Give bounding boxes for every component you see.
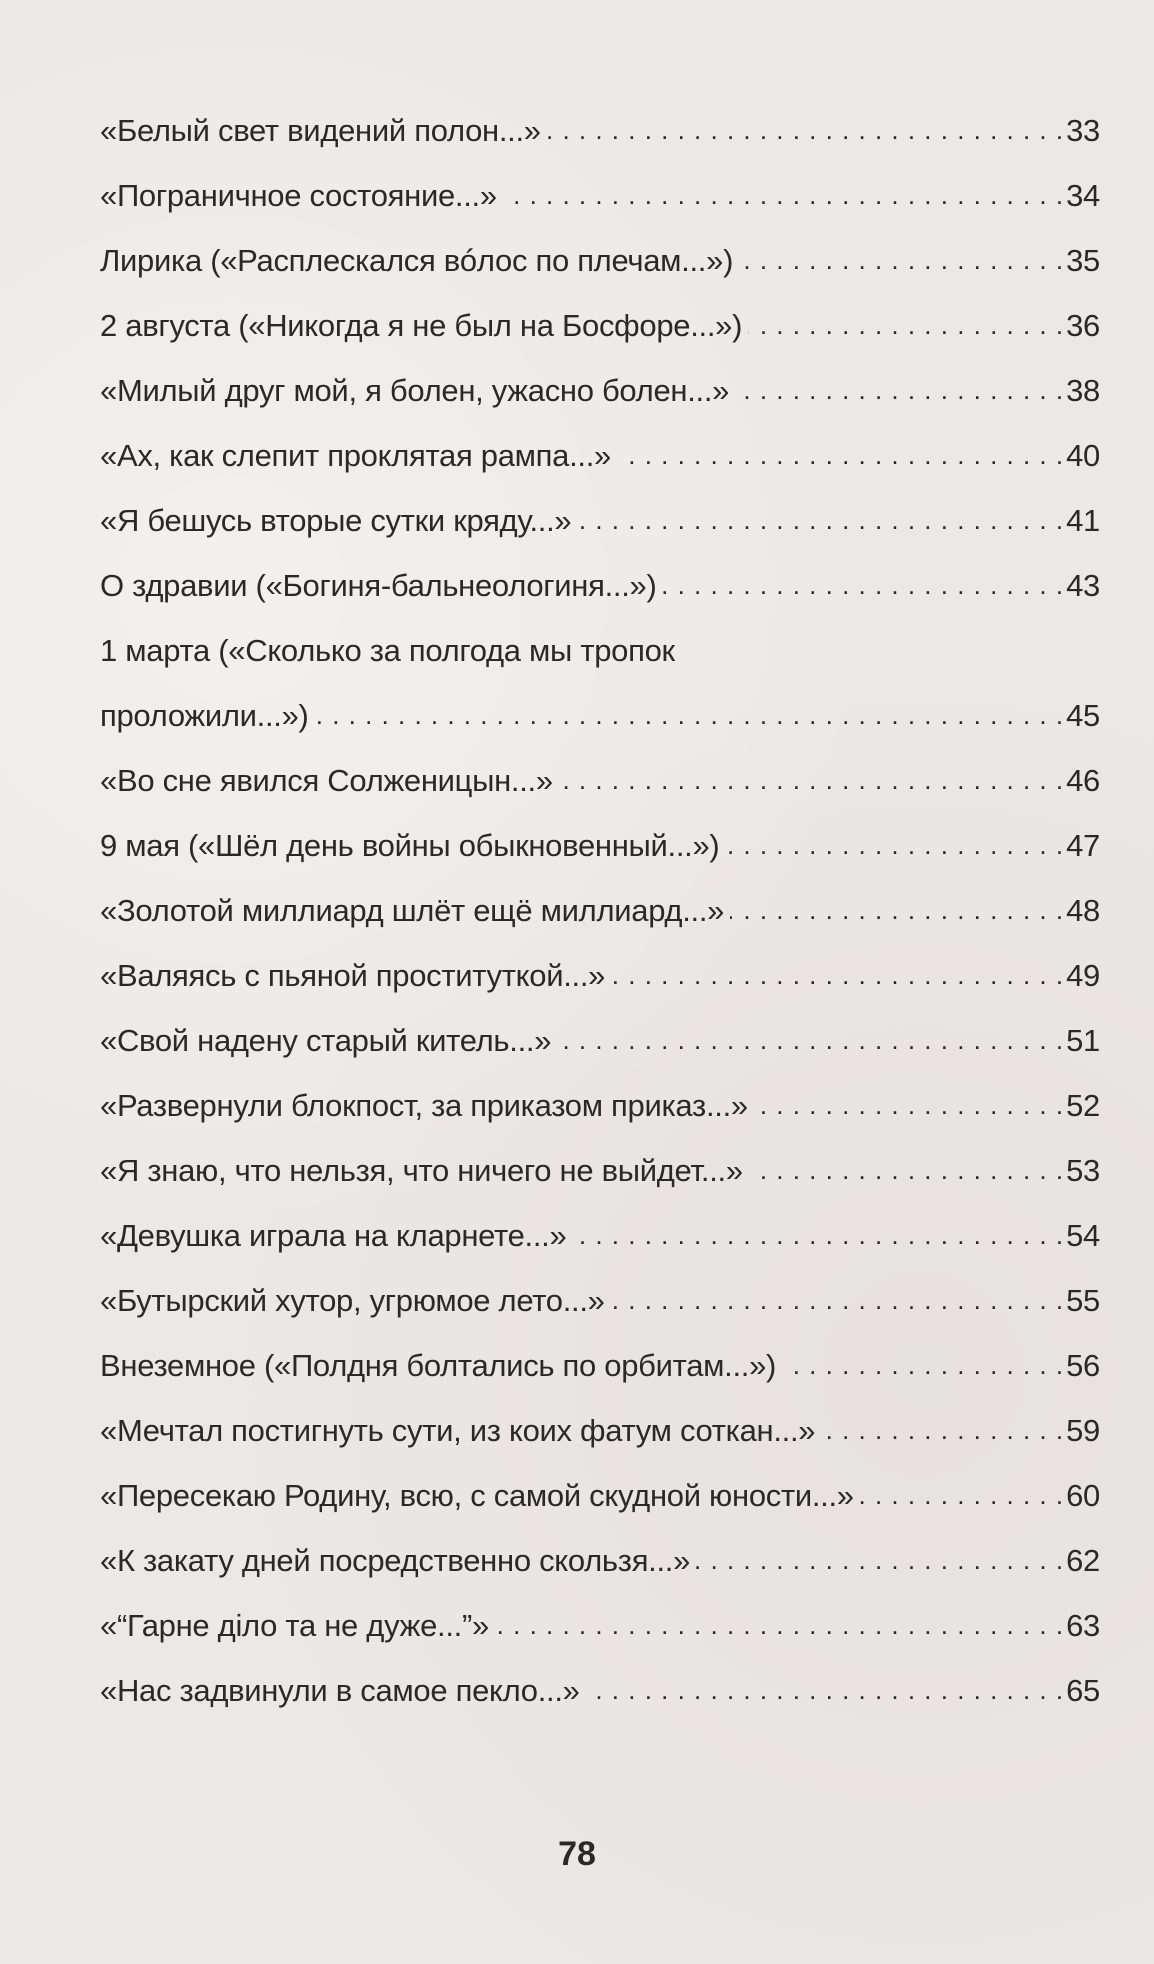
- toc-entry-title: «К закату дней посредственно скользя...»: [100, 1543, 691, 1578]
- toc-entry-page: 46: [1066, 763, 1100, 798]
- toc-entry-title: «Во сне явился Солженицын...»: [100, 763, 553, 798]
- toc-entry: [100, 943, 1100, 1008]
- toc-entry-first-line: [100, 618, 1100, 683]
- toc-entry-page: 49: [1066, 958, 1100, 993]
- toc-entry-title: «Бутырский хутор, угрюмое лето...»: [100, 1283, 605, 1318]
- toc-entry-page: 51: [1066, 1023, 1100, 1058]
- toc-entry-page: 56: [1066, 1348, 1100, 1383]
- toc-entry-title: «Пограничное состояние...»: [100, 178, 497, 213]
- toc-entry-page: 38: [1066, 373, 1100, 408]
- toc-entry: [100, 1268, 1100, 1333]
- toc-entry-page: 62: [1066, 1543, 1100, 1578]
- toc-entry: [100, 813, 1100, 878]
- toc-entry-title-line1: 1 марта («Сколько за полгода мы тропок: [100, 633, 675, 668]
- dot-leader: [696, 1528, 1064, 1593]
- toc-entry: [100, 1658, 1100, 1723]
- dot-leader: [754, 1073, 1064, 1138]
- toc-entry: [100, 748, 1100, 813]
- toc-entry: [100, 423, 1100, 488]
- toc-entry-title: «Ах, как слепит проклятая рампа...»: [100, 438, 611, 473]
- toc-entry-page: 55: [1066, 1283, 1100, 1318]
- toc-entry-title: «“Гарне діло та не дуже...”»: [100, 1608, 489, 1643]
- toc-entry: [100, 1398, 1100, 1463]
- toc-entry-page: 43: [1066, 568, 1100, 603]
- toc-entry-title: «Я бешусь вторые сутки кряду...»: [100, 503, 572, 538]
- toc-entry-second-line: [100, 683, 1100, 748]
- toc-entry: [100, 618, 1100, 748]
- toc-entry: [100, 1203, 1100, 1268]
- toc-entry-title: «Девушка играла на кларнете...»: [100, 1218, 567, 1253]
- toc-entry: [100, 488, 1100, 553]
- toc-entry: [100, 553, 1100, 618]
- toc-entry: [100, 1593, 1100, 1658]
- toc-entry-title: проложили...»): [100, 698, 309, 733]
- toc-entry-page: 59: [1066, 1413, 1100, 1448]
- dot-leader: [586, 1658, 1065, 1723]
- toc-entry-page: 36: [1066, 308, 1100, 343]
- dot-leader: [730, 878, 1064, 943]
- toc-entry-title: 2 августа («Никогда я не был на Босфоре...»): [100, 308, 743, 343]
- toc-entry-title: «Золотой миллиард шлёт ещё миллиард...»: [100, 893, 725, 928]
- toc-entry-page: 52: [1066, 1088, 1100, 1123]
- toc-entry-page: 47: [1066, 828, 1100, 863]
- toc-entry-title: О здравии («Богиня-бальнеологиня...»): [100, 568, 657, 603]
- toc-entry-title: «Я знаю, что нельзя, что ничего не выйдет...»: [100, 1153, 743, 1188]
- toc-entry: [100, 1073, 1100, 1138]
- toc-entry-title: Внеземное («Полдня болтались по орбитам...»): [100, 1348, 777, 1383]
- dot-leader: [725, 813, 1064, 878]
- toc-entry: [100, 878, 1100, 943]
- toc-entry-title: «Развернули блокпост, за приказом приказ...»: [100, 1088, 748, 1123]
- dot-leader: [611, 943, 1064, 1008]
- dot-leader: [557, 1008, 1064, 1073]
- dot-leader: [572, 1203, 1064, 1268]
- dot-leader: [739, 228, 1064, 293]
- toc-entry-page: 34: [1066, 178, 1100, 213]
- toc-entry-page: 45: [1066, 698, 1100, 733]
- toc-entry-title: «Белый свет видений полон...»: [100, 113, 541, 148]
- toc-entry: [100, 1528, 1100, 1593]
- dot-leader: [663, 553, 1065, 618]
- dot-leader: [503, 163, 1064, 228]
- toc-entry: [100, 163, 1100, 228]
- toc-entry-title: «Валяясь с пьяной проституткой...»: [100, 958, 606, 993]
- dot-leader: [611, 1268, 1064, 1333]
- dot-leader: [495, 1593, 1064, 1658]
- toc-entry-title: «Мечтал постигнуть сути, из коих фатум соткан...»: [100, 1413, 816, 1448]
- toc-entry-title: Лирика («Расплескался вóлос по плечам...»): [100, 243, 734, 278]
- toc-entry-page: 48: [1066, 893, 1100, 928]
- table-of-contents: [100, 98, 1100, 1723]
- toc-entry-page: 35: [1066, 243, 1100, 278]
- toc-entry-page: 41: [1066, 503, 1100, 538]
- toc-entry-page: 54: [1066, 1218, 1100, 1253]
- toc-entry-page: 33: [1066, 113, 1100, 148]
- toc-entry-page: 60: [1066, 1478, 1100, 1513]
- toc-entry-page: 65: [1066, 1673, 1100, 1708]
- dot-leader: [559, 748, 1064, 813]
- toc-entry: [100, 293, 1100, 358]
- toc-entry-title: «Свой надену старый китель...»: [100, 1023, 552, 1058]
- dot-leader: [577, 488, 1064, 553]
- toc-entry: [100, 1008, 1100, 1073]
- toc-entry-title: 9 мая («Шёл день войны обыкновенный...»): [100, 828, 720, 863]
- toc-entry-title: «Милый друг мой, я болен, ужасно болен...»: [100, 373, 730, 408]
- toc-entry-title: «Пересекаю Родину, всю, с самой скудной юности...»: [100, 1478, 854, 1513]
- dot-leader: [315, 683, 1065, 748]
- toc-entry: [100, 1138, 1100, 1203]
- toc-entry: [100, 98, 1100, 163]
- toc-entry: [100, 358, 1100, 423]
- toc-entry: [100, 1333, 1100, 1398]
- dot-leader: [617, 423, 1064, 488]
- dot-leader: [748, 293, 1064, 358]
- page-number: 78: [558, 1835, 596, 1873]
- toc-entry: [100, 228, 1100, 293]
- dot-leader: [860, 1463, 1064, 1528]
- dot-leader: [821, 1398, 1064, 1463]
- toc-entry: [100, 1463, 1100, 1528]
- toc-entry-page: 63: [1066, 1608, 1100, 1643]
- dot-leader: [547, 98, 1064, 163]
- toc-entry-page: 40: [1066, 438, 1100, 473]
- toc-entry-page: 53: [1066, 1153, 1100, 1188]
- dot-leader: [735, 358, 1064, 423]
- toc-entry-title: «Нас задвинули в самое пекло...»: [100, 1673, 580, 1708]
- dot-leader: [749, 1138, 1064, 1203]
- dot-leader: [782, 1333, 1064, 1398]
